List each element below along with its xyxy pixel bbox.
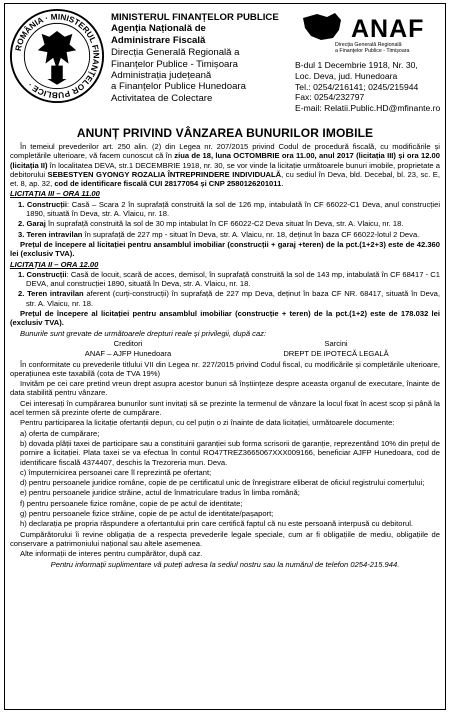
creditors-values — [10, 349, 440, 358]
agency-name-line2: Administrare Fiscală — [111, 34, 206, 46]
item-text: în suprafață construită la sol de 30 mp intabulat în CF 66022-C2 Deva situat în Deva, str. A. Vlaicu, nr. 18. — [45, 219, 404, 229]
rights-paragraph: Invităm pe cei care pretind vreun drept asupra acestor bunuri să înștiințeze despre aceasta organul de executare, înainte de data stabilită pentru vânzare. — [10, 379, 440, 398]
documents-intro: Pentru participarea la licitație ofertanții depun, cu cel puțin o zi înainte de data licitației, următoarele documente: — [20, 418, 395, 428]
item-text: în suprafață de 227 mp - situat în Deva, str. A. Vlaicu, nr. 18, deținut în baza CF 66022-lotul 2 Deva. — [82, 229, 420, 239]
regional-line5: Activitatea de Colectare — [111, 92, 213, 104]
fax-line: Fax: 0254/232797 — [295, 92, 365, 103]
notice-body — [5, 142, 445, 570]
anaf-sub-line1: Direcția Generală Regională — [335, 42, 402, 48]
regional-line4: a Finanțelor Publice Hunedoara — [111, 81, 246, 93]
item-lead: 2. Teren intravilan — [18, 289, 84, 299]
charges-label: Sarcini — [324, 338, 348, 348]
document-item: e) pentru persoanele juridice străine, actul de înmatriculare tradus în limba română; — [20, 488, 300, 498]
document-item: b) dovada plății taxei de participare sau a constituirii garanției sub forma scrisorii de garanție, reprezentând 10% din prețul de pornire a licitației. Plata taxei se va efectua în contul RO47TREZ3665067XXX009166, beneficiar AJFP Hunedoara, cod de identificare fiscală 4374407, deschis la Trezoreria mun. Deva. — [20, 438, 440, 467]
item-text: : Casă – Scara 2 în suprafață construită la sol de 126 mp, intabulată în CF 66022-C1 Deva, anul construcției 1890, situată în Deva, str. A. Vlaicu, nr. 18. — [26, 199, 441, 219]
document-item: h) declarația pe propria răspundere a ofertantului prin care certifică faptul că nu este persoană interpusă cu debitorul. — [20, 519, 413, 529]
document-item: d) pentru persoanele juridice române, copie de pe certificatul unic de înregistrare eliberat de oficiul registrului comerțului; — [20, 478, 425, 488]
item-lead: 1. Construcții — [18, 199, 68, 209]
auction2-price: Prețul de începere al licitației pentru ansamblul imobiliar (construcție + teren) de la pct.(1+2) este de 178.032 lei (exclusiv TVA). — [10, 309, 440, 328]
item-lead: 2. Garaj — [18, 219, 46, 229]
regional-line1: Direcția Generală Regională a — [111, 47, 240, 59]
item-lead: 3. Teren intravilan — [18, 229, 83, 239]
letterhead — [5, 4, 445, 126]
intro-text: În temeiul prevederilor art. 250 alin. (2) din Legea nr. 207/2015 privind Codul de procedură fiscală, cu modificările și completările ulterioare, vă facem cunoscut că în — [10, 142, 440, 161]
auction3-item — [10, 230, 440, 239]
document-item: f) pentru persoanele fizice române, copie de pe actul de identitate; — [20, 498, 243, 508]
ministry-seal-icon — [9, 8, 105, 104]
documents-list — [10, 429, 440, 529]
anaf-sub-line2: a Finanțelor Publice - Timișoara — [335, 48, 410, 55]
auction3-item — [10, 219, 440, 228]
contact-block — [295, 60, 445, 114]
document-item: c) împuternicirea persoanei care îl reprezintă pe ofertant; — [20, 467, 212, 477]
agency-name-line1: Agenția Națională de — [111, 23, 206, 35]
creditor-value: ANAF – AJFP Hunedoara — [84, 349, 172, 359]
debtor-fiscal-code: cod de identificare fiscală CUI 28177054 și CNP 2580126201011 — [54, 179, 282, 189]
intro-text: , cu sediul în Deva, bld. Decebal, bl. 23, sc. E, et. 8, ap. 32, — [10, 169, 440, 189]
buyer-obligations: Cumpărătorului îi revine obligația de a respecta prevederile legale speciale, cum ar fi obligațiile de mediu, obligațiile de conservare a patrimoniului național sau altele asemenea. — [10, 529, 440, 548]
ministry-name: MINISTERUL FINANȚELOR PUBLICE — [111, 12, 279, 23]
intro-paragraph — [10, 142, 440, 188]
document-item: a) oferta de cumpărare; — [20, 428, 100, 438]
ministry-block — [111, 12, 291, 104]
address-line1: B-dul 1 Decembrie 1918, Nr. 30, — [295, 60, 418, 70]
auction3-item — [10, 200, 440, 219]
svg-text:ANAF: ANAF — [351, 15, 425, 43]
creditors-label: Creditori — [113, 338, 143, 348]
vat-paragraph: În conformitate cu prevederile titlului VII din Legea nr. 227/2015 privind Codul fiscal, cu modificările și completările ulterioare, operațiunea este taxabilă (cota de TVA 19%) — [10, 359, 440, 378]
other-info: Alte informații de interes pentru cumpărător, după caz. — [20, 549, 203, 559]
contact-footer: Pentru informații suplimentare vă puteți adresa la sediul nostru sau la numărul de telefon 0254-215.944. — [50, 560, 400, 570]
creditors-labels — [10, 339, 440, 348]
notice-page — [4, 3, 446, 710]
email-line: E-mail: Relatii.Public.HD@mfinante.ro — [295, 103, 441, 114]
intro-text: în localitatea DEVA, str.1 DECEMBRIE 1918, nr. 30, se vor vinde la licitație următoarele bunuri imobile, proprietate a debitorului — [10, 160, 440, 179]
encumbrance-intro: Bunurile sunt grevate de următoarele drepturi reale și privilegii, după caz: — [20, 328, 267, 338]
svg-text:ROMÂNIA · MINISTERUL FINANȚELO: ROMÂNIA · MINISTERUL FINANȚELOR PUBLICE · — [13, 12, 101, 100]
document-item: g) pentru persoanele fizice străine, copie de pe actul de identitate/pașaport; — [20, 508, 274, 518]
auction3-heading: LICITAȚIA III – ORA 11.00 — [10, 189, 100, 199]
item-text: : Casă de locuit, scară de acces, demisol, în suprafață construită la sol de 143 mp, intabulată în CF 68417 - C1 DEVA, anul construcției 1890, situată în Deva, str. A. Vlaicu, nr. 18. — [26, 269, 440, 289]
notice-title: ANUNȚ PRIVIND VÂNZAREA BUNURILOR IMOBILE — [76, 126, 374, 140]
auction-date: ziua de 18, luna OCTOMBRIE ora 11.00, anul 2017 (licitația III) și ora 12.00 (licitația II) — [10, 151, 441, 170]
charge-value: DREPT DE IPOTECĂ LEGALĂ — [283, 349, 389, 359]
regional-line3: Administrația județeană — [111, 70, 212, 82]
item-lead: 1. Construcții — [18, 269, 67, 279]
anaf-subtitle — [335, 42, 445, 54]
auction2-heading: LICITAȚIA II – ORA 12.00 — [10, 259, 99, 269]
debtor-name: SEBESTYEN GYONGY ROZALIA ÎNTREPRINDERE INDIVIDUALĂ — [47, 169, 282, 179]
address-line2: Loc. Deva, jud. Hunedoara — [295, 70, 398, 81]
phone-line: Tel.: 0254/216141; 0245/215944 — [295, 81, 419, 92]
regional-line2: Finanțelor Publice - Timișoara — [111, 58, 238, 70]
auction2-item — [10, 270, 440, 289]
item-text: aferent (curți-construcții) în suprafață de 227 mp Deva, deținut în baza CF NR. 68417, situată în Deva, str. A. Vlaicu, nr. 18. — [26, 289, 440, 308]
auction3-price: Prețul de începere al licitației pentru ansamblul imobiliar (construcții + garaj +teren) de la pct.(1+2+3) este de 42.360 lei (exclusiv TVA). — [10, 239, 440, 259]
intro-text: . — [281, 179, 284, 189]
auction2-item — [10, 289, 440, 308]
invitation-paragraph: Cei interesați în cumpărarea bunurilor sunt invitați să se prezinte la termenul de vânzare la locul fixat în acest scop și până la acel termen să prezinte oferte de cumpărare. — [10, 398, 440, 418]
